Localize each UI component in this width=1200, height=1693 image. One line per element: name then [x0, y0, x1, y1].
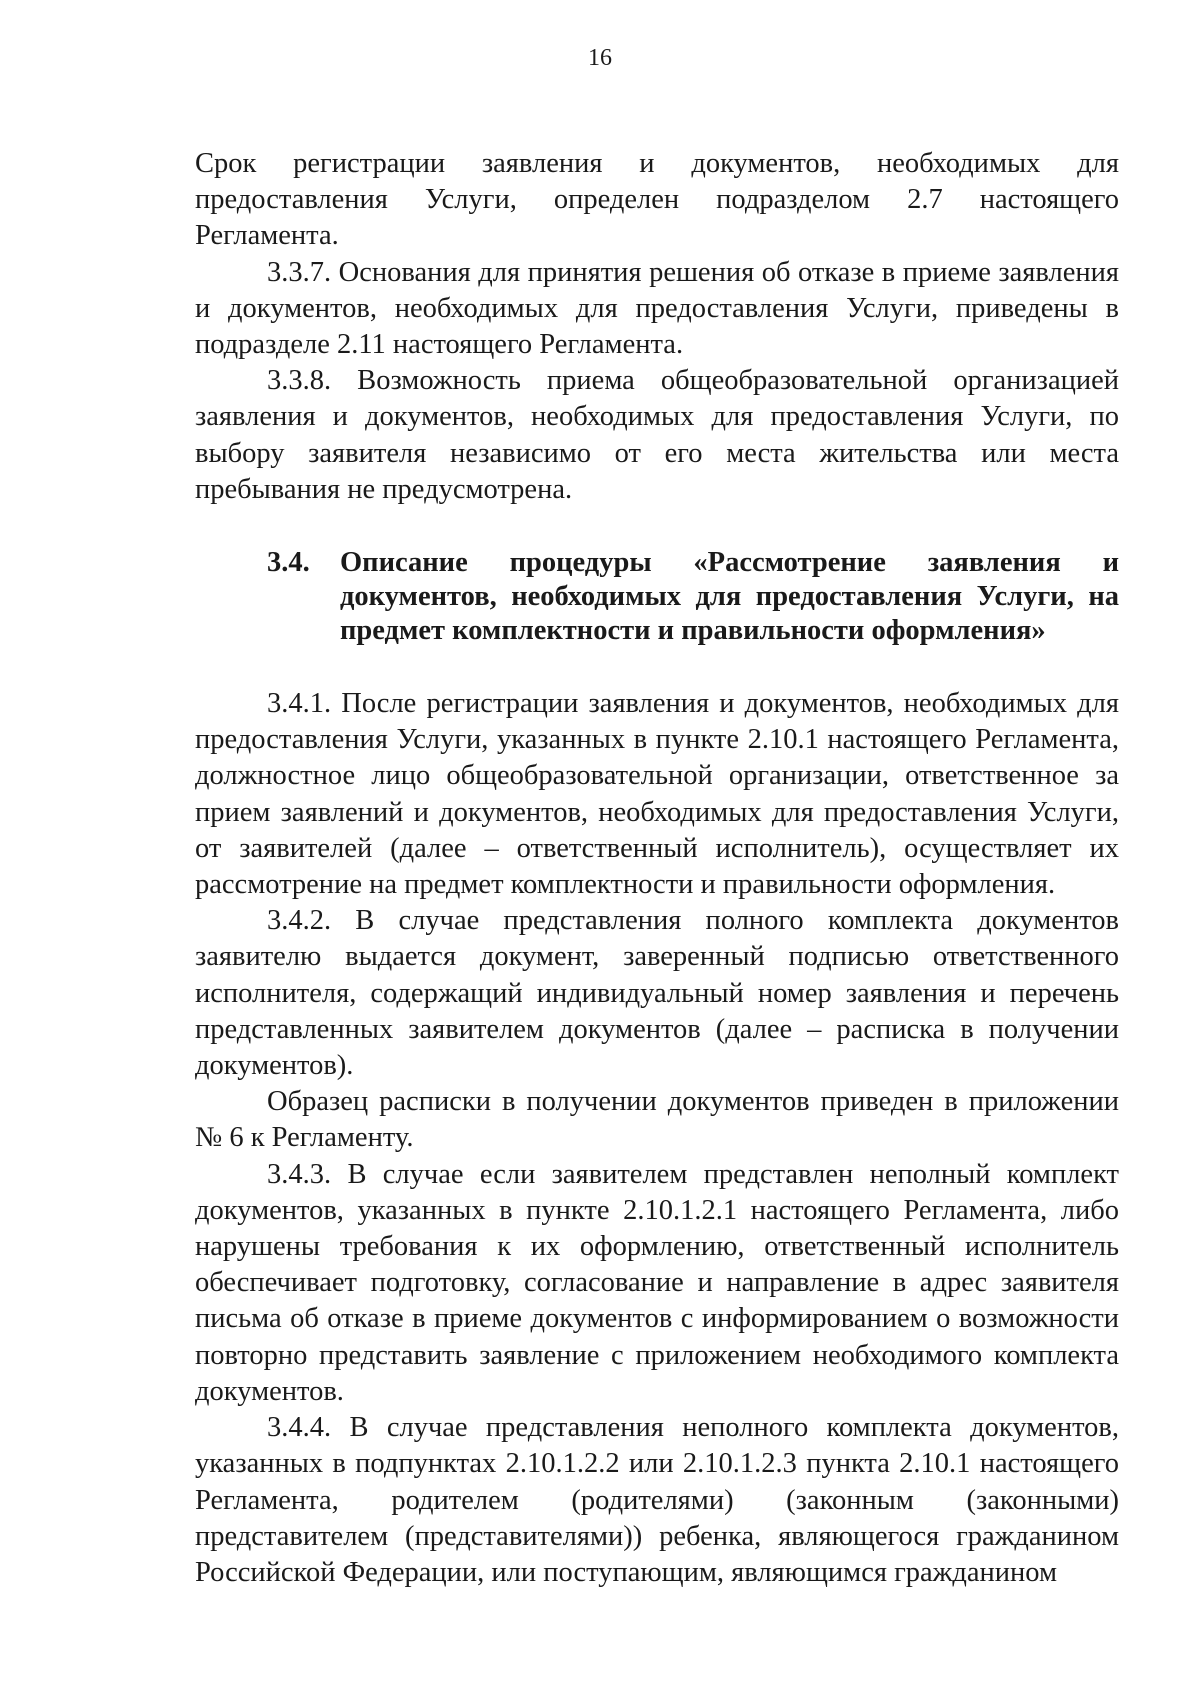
page-number: 16 [588, 45, 612, 71]
paragraph-3-4-4: 3.4.4. В случае представления неполного комплекта документов, указанных в подпунктах 2.10.1.2.2 или 2.10.1.2.3 пункта 2.10.1 настоящего Регламента, родителем (родителями) (законным (законными) представителем (представителями)) ребенка, являющегося гражданином Российской Федерации, или поступающим, являющимся гражданином [195, 1412, 1119, 1588]
paragraph-3-3-8: 3.3.8. Возможность приема общеобразовательной организацией заявления и документов, необходимых для предоставления Услуги, по выбору заявителя независимо от его места жительства или места пребывания не предусмотрена. [195, 365, 1119, 505]
paragraph-3-4-3: 3.4.3. В случае если заявителем представлен неполный комплект документов, указанных в пункте 2.10.1.2.1 настоящего Регламента, либо нарушены требования к их оформлению, ответственный исполнитель обеспечивает подготовку, согласование и направление в адрес заявителя письма об отказе в приеме документов с информированием о возможности повторно представить заявление с приложением необходимого комплекта документов. [195, 1158, 1119, 1407]
paragraph-3-4-2: 3.4.2. В случае представления полного комплекта документов заявителю выдается документ, заверенный подписью ответственного исполнителя, содержащий индивидуальный номер заявления и перечень представленных заявителем документов (далее – расписка в получении документов). [195, 905, 1119, 1082]
section-title: Описание процедуры «Рассмотрение заявления и документов, необходимых для предоставления Услуги, на предмет комплектности и правильности оформления» [340, 547, 1119, 647]
document-body [195, 146, 1119, 1591]
paragraph-registration-term: Срок регистрации заявления и документов, необходимых для предоставления Услуги, определен подразделом 2.7 настоящего Регламента. [195, 148, 1119, 252]
paragraph-sample-receipt: Образец расписки в получении документов приведен в приложении № 6 к Регламенту. [195, 1086, 1119, 1154]
paragraph-3-3-7: 3.3.7. Основания для принятия решения об отказе в приеме заявления и документов, необходимых для предоставления Услуги, приведены в подразделе 2.11 настоящего Регламента. [195, 256, 1119, 361]
section-number: 3.4. [267, 547, 310, 579]
paragraph-3-4-1: 3.4.1. После регистрации заявления и документов, необходимых для предоставления Услуги, указанных в пункте 2.10.1 настоящего Регламента, должностное лицо общеобразовательной организации, ответственное за прием заявлений и документов, необходимых для предоставления Услуги, от заявителей (далее – ответственный исполнитель), осуществляет их рассмотрение на предмет комплектности и правильности оформления. [195, 688, 1119, 901]
section-heading-3-4 [195, 546, 1119, 648]
